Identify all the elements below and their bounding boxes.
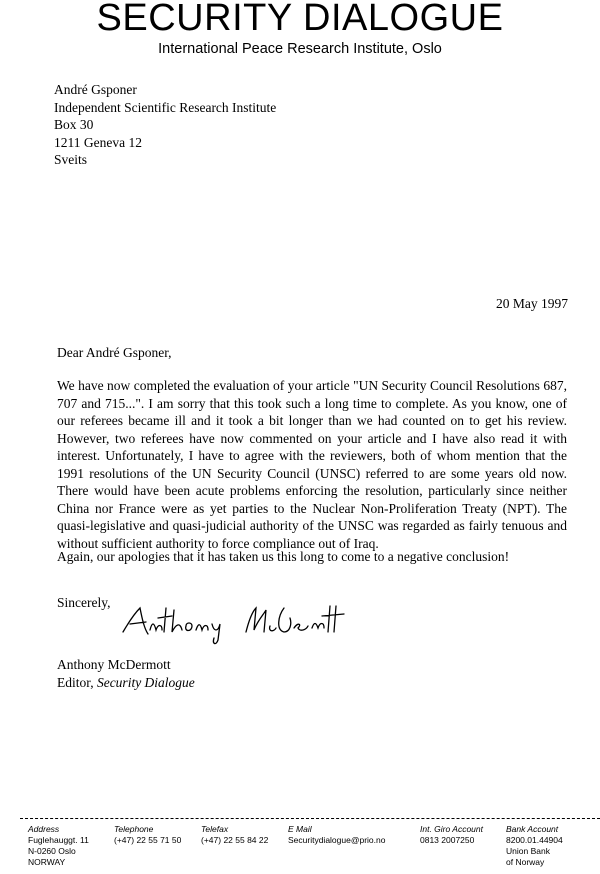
footer-address: Address Fuglehauggt. 11 N-0260 Oslo NORWAY: [28, 824, 89, 867]
footer-divider: [20, 818, 600, 819]
letter-date: 20 May 1997: [496, 296, 568, 311]
signer-block: [57, 656, 195, 691]
letterhead-subtitle: International Peace Research Institute, Oslo: [158, 41, 442, 57]
body-paragraph-1: We have now completed the evaluation of your article "UN Security Council Resolutions 687, 707 and 715...". I am sorry that this took such a long time to complete. As you know, one of our referees became ill and it took a bit longer than we had counted on to get his review. However, two referees have now commented on your article and I have also read it with interest. Unfortunately, I have to agree with the reviewers, both of whom mention that the 1991 resolutions of the UN Security Council (UNSC) referred to are some years old now. There would have been acute problems enforcing the resolution, particularly since neither China nor France were as yet parties to the Nuclear Non-Proliferation Treaty (NPT). The quasi-legislative and quasi-judicial authority of the UNSC was regarded as fairly tenuous and without sufficient authority to force compliance out of Iraq.: [57, 378, 567, 551]
body-paragraph-2: Again, our apologies that it has taken us this long to come to a negative conclusion!: [57, 549, 510, 564]
footer-email: E Mail Securitydialogue@prio.no: [288, 824, 386, 845]
signer-name: Anthony McDermott: [57, 657, 171, 672]
footer-telephone: Telephone (+47) 22 55 71 50: [114, 824, 182, 845]
recipient-box: Box 30: [54, 117, 94, 132]
handwritten-signature: [118, 600, 348, 650]
recipient-organization: Independent Scientific Research Institute: [54, 99, 277, 115]
footer-telefax: Telefax (+47) 22 55 84 22: [201, 824, 269, 845]
letterhead-title: SECURITY DIALOGUE: [96, 0, 504, 39]
recipient-city: 1211 Geneva 12: [54, 134, 142, 150]
footer-giro-account: Int. Giro Account 0813 2007250: [420, 824, 483, 845]
salutation: Dear André Gsponer,: [57, 345, 172, 360]
recipient-name: André Gsponer: [54, 82, 137, 97]
signer-title: Editor, Security Dialogue: [57, 674, 195, 690]
footer-bank-account: Bank Account 8200.01.44904 Union Bank of Norway: [506, 824, 563, 867]
recipient-address: [54, 81, 276, 169]
closing: Sincerely,: [57, 595, 111, 610]
journal-name: Security Dialogue: [96, 674, 195, 690]
recipient-country: Sveits: [54, 152, 88, 167]
